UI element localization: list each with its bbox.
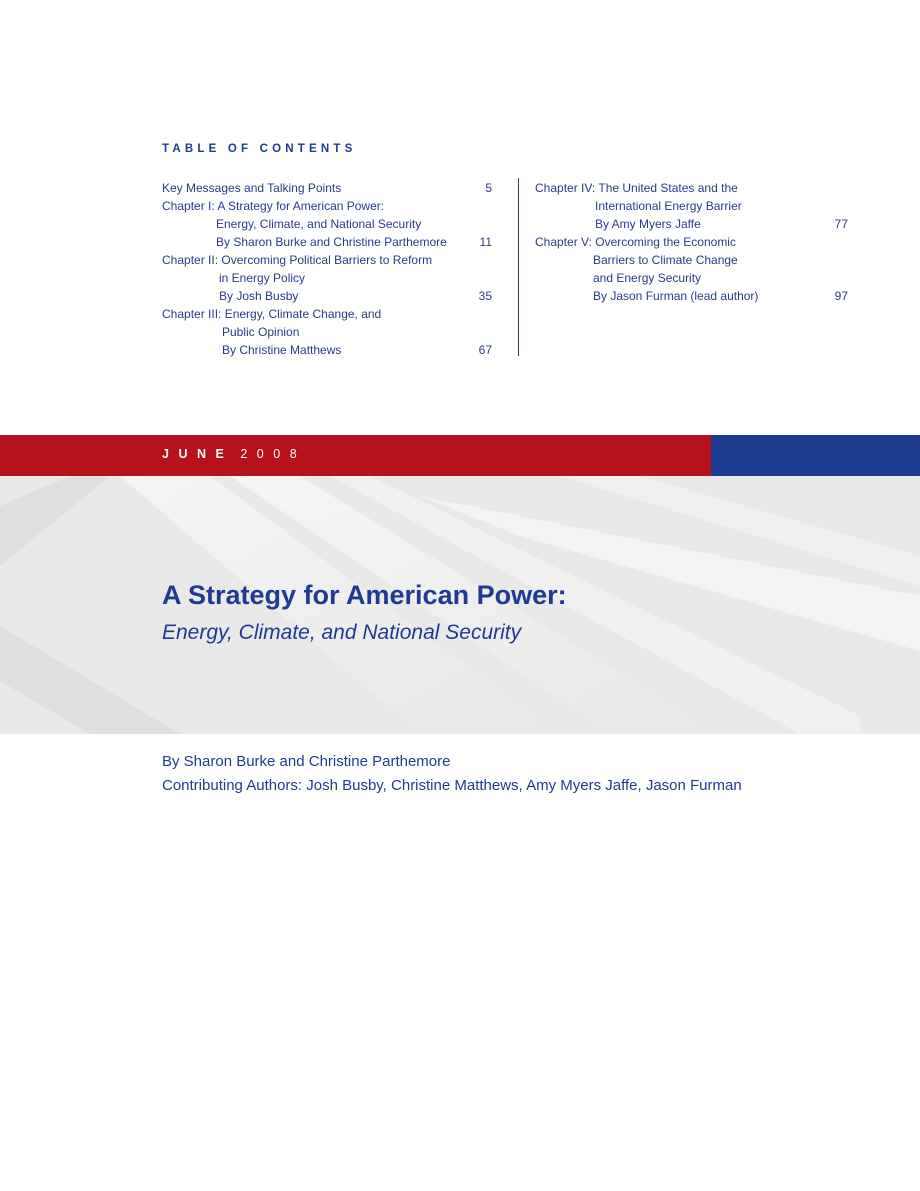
contributing-authors: Contributing Authors: Josh Busby, Christine Matthews, Amy Myers Jaffe, Jason Furman	[162, 777, 742, 794]
toc-line: By Jason Furman (lead author)	[593, 289, 759, 303]
toc-line: International Energy Barrier	[595, 199, 742, 213]
toc-line: Barriers to Climate Change	[593, 253, 738, 267]
date-band-blue	[711, 435, 920, 476]
date-year: 2008	[240, 447, 307, 461]
toc-line: Key Messages and Talking Points	[162, 181, 342, 195]
toc-line: By Christine Matthews	[222, 343, 342, 357]
toc-page-number: 67	[478, 343, 492, 357]
toc-page-number: 5	[485, 181, 492, 195]
toc-line: Public Opinion	[222, 325, 300, 339]
toc-page-number: 77	[834, 217, 848, 231]
toc-line: Energy, Climate, and National Security	[216, 217, 422, 231]
toc-line: Chapter II: Overcoming Political Barriers to Reform	[162, 253, 433, 267]
toc-line: Chapter I: A Strategy for American Power:	[162, 199, 385, 213]
toc-line: By Sharon Burke and Christine Parthemore	[216, 235, 447, 249]
toc-heading: TABLE OF CONTENTS	[162, 143, 357, 155]
toc-left-column	[162, 179, 492, 359]
publication-date	[162, 447, 306, 461]
date-month: JUNE	[162, 447, 234, 461]
report-subtitle: Energy, Climate, and National Security	[162, 621, 522, 644]
toc-line: Chapter V: Overcoming the Economic	[535, 235, 736, 249]
toc-entry-chapter-1[interactable]	[162, 197, 492, 251]
toc-entry-chapter-4[interactable]	[535, 179, 848, 233]
toc-right-column	[535, 179, 848, 305]
report-title: A Strategy for American Power:	[162, 580, 567, 610]
toc-entry-chapter-5[interactable]	[535, 233, 848, 305]
toc-line: Chapter IV: The United States and the	[535, 181, 738, 195]
toc-entry-chapter-3[interactable]	[162, 305, 492, 359]
toc-page-number: 11	[479, 235, 492, 249]
toc-divider	[518, 178, 519, 356]
toc-page-number: 35	[478, 289, 492, 303]
toc-entry-chapter-2[interactable]	[162, 251, 492, 305]
toc-line: By Josh Busby	[219, 289, 299, 303]
toc-line: in Energy Policy	[219, 271, 306, 285]
date-band-red	[0, 435, 711, 476]
toc-line: and Energy Security	[593, 271, 702, 285]
author-byline: By Sharon Burke and Christine Parthemore	[162, 753, 451, 770]
toc-page-number: 97	[834, 289, 848, 303]
toc-line: Chapter III: Energy, Climate Change, and	[162, 307, 382, 321]
toc-entry-key-messages[interactable]	[162, 179, 492, 197]
toc-line: By Amy Myers Jaffe	[595, 217, 701, 231]
